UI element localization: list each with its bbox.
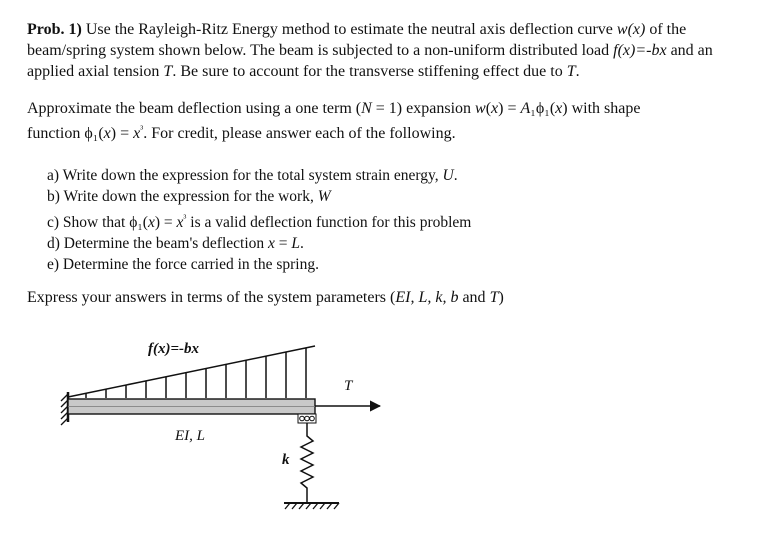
- text: d) Determine the beam's deflection: [47, 234, 268, 252]
- text: e) Determine the force carried in the spring.: [47, 256, 319, 274]
- load-label: f(x)=-bx: [148, 341, 200, 357]
- text: function ϕ₁(: [27, 125, 104, 142]
- text: .: [453, 167, 458, 184]
- text: and: [458, 289, 490, 306]
- text: ): [498, 289, 504, 306]
- symbol-x: x: [555, 100, 563, 117]
- text: = 1) expansion: [371, 100, 476, 117]
- beam: [68, 399, 315, 414]
- symbol-x: x: [176, 213, 184, 231]
- text: c) Show that ϕ₁(: [47, 213, 148, 231]
- text: .: [300, 234, 304, 252]
- text: ) with shape: [562, 100, 641, 117]
- problem-text: . Be sure to account for the transverse stiffening effect due to: [172, 63, 567, 80]
- tension-symbol: T: [163, 63, 173, 80]
- symbol-L: L: [291, 234, 301, 252]
- problem-text: Use the Rayleigh-Ritz Energy method to estimate the neutral axis deflection curve: [81, 21, 617, 38]
- symbol-W: W: [317, 188, 331, 206]
- parameter-list: EI, L, k, b: [395, 289, 459, 306]
- text: b) Write down the expression for the work,: [47, 188, 318, 206]
- text: Approximate the beam deflection using a one term (: [27, 100, 362, 117]
- symbol-A: A: [520, 100, 531, 117]
- symbol-T: T: [489, 289, 499, 306]
- symbol-x: x: [103, 125, 111, 142]
- spring-connector: [298, 414, 316, 423]
- spring-label: k: [282, 452, 290, 468]
- beam-label: EI, L: [175, 428, 205, 444]
- exponent: ³: [140, 124, 144, 135]
- text: a) Write down the expression for the total system strain energy,: [47, 167, 443, 184]
- problem-text: .: [575, 63, 580, 80]
- symbol-U: U: [442, 167, 454, 184]
- symbol-x: x: [133, 125, 141, 142]
- tension-symbol: T: [566, 63, 576, 80]
- text: . For credit, please answer each of the following.: [143, 125, 456, 142]
- load-expression: f(x)=-bx: [613, 42, 667, 59]
- text: is a valid deflection function for this problem: [186, 213, 472, 231]
- text: ) =: [110, 125, 134, 142]
- tension-label: T: [344, 378, 353, 394]
- symbol-x: x: [268, 234, 275, 252]
- problem-text: and an applied axial tension: [27, 42, 713, 80]
- spring: [301, 423, 313, 502]
- text: =: [274, 234, 292, 252]
- text: ) =: [498, 100, 521, 117]
- symbol-x: x: [147, 213, 155, 231]
- fixed-support: [61, 392, 68, 425]
- text: (: [485, 100, 492, 117]
- text: ) =: [154, 213, 177, 231]
- symbol-x: x: [491, 100, 499, 117]
- problem-label: Prob. 1): [27, 21, 82, 38]
- text: Express your answers in terms of the system parameters (: [27, 289, 396, 306]
- symbol-w: w: [475, 100, 486, 117]
- deflection-symbol: w(x): [616, 21, 646, 38]
- ground-support: [284, 503, 339, 509]
- exponent: ³: [183, 212, 187, 224]
- symbol-N: N: [361, 100, 372, 117]
- problem-text: of the beam/spring system shown below. The beam is subjected to a non-uniform distributed load: [27, 21, 687, 59]
- text: ₁ϕ₁(: [530, 100, 556, 117]
